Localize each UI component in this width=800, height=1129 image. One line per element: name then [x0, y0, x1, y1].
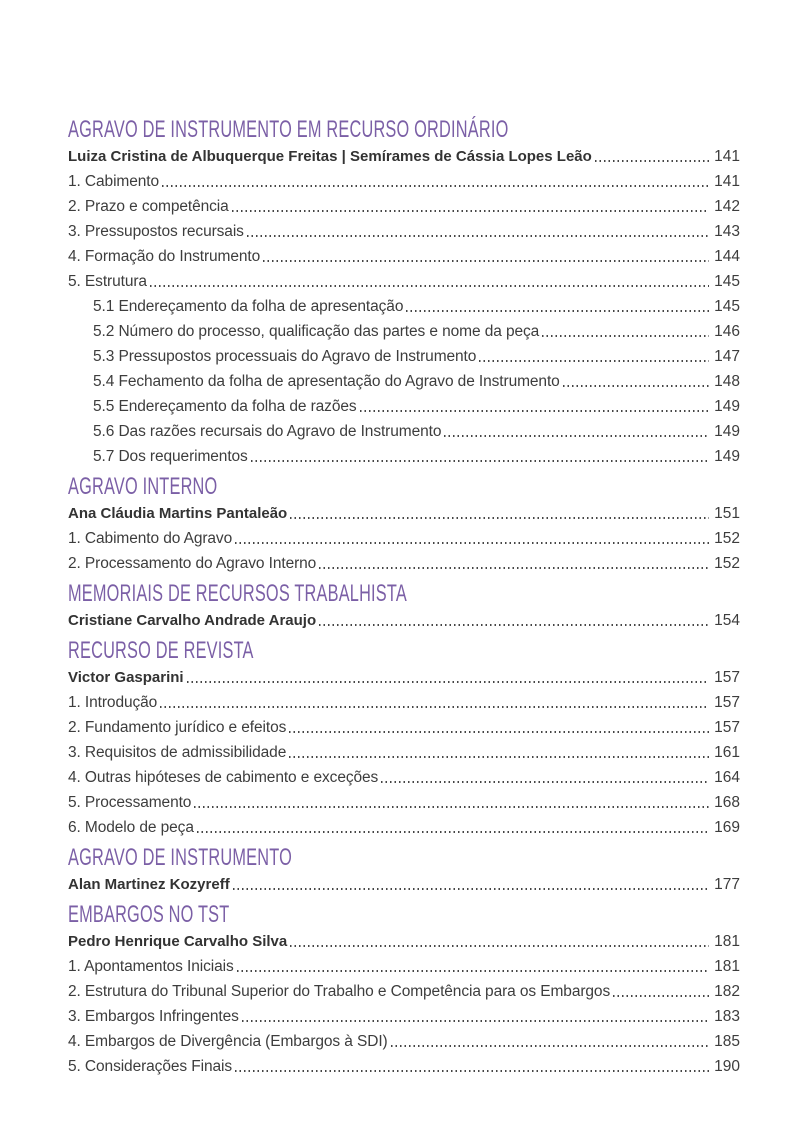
dot-leader — [235, 542, 709, 544]
toc-item-row — [68, 688, 740, 713]
toc-item-page-number: 168 — [714, 794, 740, 811]
toc-item-label: 4. Outras hipóteses de cabimento e exceções — [68, 769, 379, 786]
toc-item-row — [68, 242, 740, 267]
toc-author-page-number: 151 — [714, 505, 740, 522]
toc-item-page-number: 145 — [714, 298, 740, 315]
toc-author-row — [68, 870, 740, 895]
toc-item-page-number: 152 — [714, 555, 740, 572]
toc-item-row — [68, 1027, 740, 1052]
toc-item-row — [68, 1052, 740, 1077]
toc-author-row — [68, 606, 740, 631]
toc-item-row — [68, 549, 740, 574]
toc-section — [68, 580, 740, 631]
toc-section — [68, 637, 740, 838]
toc-item-label: 1. Introdução — [68, 694, 158, 711]
toc-item-row — [68, 738, 740, 763]
section-heading-text: AGRAVO INTERNO — [68, 473, 218, 500]
toc-item-row — [68, 713, 740, 738]
toc-author-page-number: 154 — [714, 612, 740, 629]
section-heading-text: RECURSO DE REVISTA — [68, 637, 254, 664]
toc-item-page-number: 142 — [714, 198, 740, 215]
toc-item-row — [68, 977, 740, 1002]
table-of-contents — [68, 116, 740, 1077]
section-heading-text: AGRAVO DE INSTRUMENTO — [68, 844, 293, 871]
toc-item-label: 5.1 Endereçamento da folha de apresentação — [93, 298, 404, 315]
toc-item-row — [68, 1002, 740, 1027]
toc-item-row — [68, 442, 740, 467]
toc-author-label: Victor Gasparini — [68, 669, 184, 686]
dot-leader — [233, 888, 709, 890]
toc-author-label: Alan Martinez Kozyreff — [68, 876, 230, 893]
dot-leader — [251, 460, 709, 462]
toc-author-page-number: 141 — [714, 148, 740, 165]
dot-leader — [162, 185, 709, 187]
toc-item-page-number: 185 — [714, 1033, 740, 1050]
dot-leader — [247, 235, 709, 237]
section-heading — [68, 580, 740, 605]
toc-item-label: 4. Embargos de Divergência (Embargos à SDI) — [68, 1033, 388, 1050]
toc-item-label: 5.5 Endereçamento da folha de razões — [93, 398, 357, 415]
toc-item-row — [68, 167, 740, 192]
dot-leader — [319, 567, 709, 569]
toc-item-label: 3. Embargos Infringentes — [68, 1008, 239, 1025]
toc-item-label: 5.4 Fechamento da folha de apresentação do Agravo de Instrumento — [93, 373, 560, 390]
dot-leader — [289, 731, 709, 733]
toc-item-page-number: 148 — [714, 373, 740, 390]
section-heading-text: AGRAVO DE INSTRUMENTO EM RECURSO ORDINÁRIO — [68, 116, 509, 143]
toc-author-row — [68, 499, 740, 524]
toc-item-page-number: 145 — [714, 273, 740, 290]
dot-leader — [595, 160, 709, 162]
toc-author-page-number: 157 — [714, 669, 740, 686]
toc-item-page-number: 144 — [714, 248, 740, 265]
toc-item-page-number: 149 — [714, 423, 740, 440]
toc-item-label: 2. Processamento do Agravo Interno — [68, 555, 317, 572]
toc-item-label: 2. Fundamento jurídico e efeitos — [68, 719, 287, 736]
toc-item-page-number: 141 — [714, 173, 740, 190]
toc-item-label: 1. Cabimento — [68, 173, 159, 190]
toc-item-page-number: 157 — [714, 719, 740, 736]
toc-item-page-number: 149 — [714, 398, 740, 415]
toc-author-row — [68, 663, 740, 688]
dot-leader — [160, 706, 709, 708]
toc-item-page-number: 147 — [714, 348, 740, 365]
toc-item-label: 3. Requisitos de admissibilidade — [68, 744, 287, 761]
dot-leader — [290, 945, 709, 947]
dot-leader — [319, 624, 709, 626]
dot-leader — [194, 806, 709, 808]
toc-item-label: 5.2 Número do processo, qualificação das partes e nome da peça — [93, 323, 540, 340]
toc-item-row — [68, 524, 740, 549]
toc-section — [68, 844, 740, 895]
section-heading — [68, 116, 740, 141]
section-heading-text: EMBARGOS NO TST — [68, 901, 230, 928]
toc-item-page-number: 146 — [714, 323, 740, 340]
toc-item-row — [68, 217, 740, 242]
toc-item-row — [68, 192, 740, 217]
toc-item-label: 5. Processamento — [68, 794, 192, 811]
toc-author-label: Pedro Henrique Carvalho Silva — [68, 933, 288, 950]
toc-item-page-number: 182 — [714, 983, 740, 1000]
dot-leader — [479, 360, 709, 362]
dot-leader — [235, 1070, 709, 1072]
toc-author-page-number: 181 — [714, 933, 740, 950]
toc-item-label: 1. Apontamentos Iniciais — [68, 958, 234, 975]
toc-item-page-number: 169 — [714, 819, 740, 836]
toc-item-row — [68, 342, 740, 367]
section-heading — [68, 901, 740, 926]
toc-item-label: 5. Considerações Finais — [68, 1058, 232, 1075]
dot-leader — [391, 1045, 710, 1047]
toc-item-label: 5. Estrutura — [68, 273, 147, 290]
section-heading — [68, 473, 740, 498]
toc-item-page-number: 183 — [714, 1008, 740, 1025]
toc-item-row — [68, 417, 740, 442]
toc-item-page-number: 164 — [714, 769, 740, 786]
dot-leader — [613, 995, 709, 997]
toc-item-page-number: 157 — [714, 694, 740, 711]
dot-leader — [187, 681, 710, 683]
toc-item-row — [68, 813, 740, 838]
section-heading — [68, 844, 740, 869]
toc-item-row — [68, 317, 740, 342]
dot-leader — [290, 517, 709, 519]
toc-item-label: 5.7 Dos requerimentos — [93, 448, 248, 465]
toc-item-row — [68, 392, 740, 417]
toc-section — [68, 901, 740, 1077]
toc-item-row — [68, 952, 740, 977]
dot-leader — [563, 385, 709, 387]
toc-item-row — [68, 367, 740, 392]
section-heading-text: MEMORIAIS DE RECURSOS TRABALHISTA — [68, 580, 407, 607]
dot-leader — [381, 781, 709, 783]
dot-leader — [197, 831, 709, 833]
dot-leader — [150, 285, 709, 287]
toc-author-row — [68, 927, 740, 952]
toc-item-page-number: 149 — [714, 448, 740, 465]
toc-item-label: 1. Cabimento do Agravo — [68, 530, 233, 547]
dot-leader — [263, 260, 709, 262]
toc-item-label: 3. Pressupostos recursais — [68, 223, 244, 240]
dot-leader — [360, 410, 710, 412]
toc-item-page-number: 161 — [714, 744, 740, 761]
dot-leader — [406, 310, 709, 312]
toc-item-row — [68, 788, 740, 813]
toc-item-label: 4. Formação do Instrumento — [68, 248, 261, 265]
toc-item-label: 6. Modelo de peça — [68, 819, 194, 836]
toc-author-row — [68, 142, 740, 167]
toc-author-label: Ana Cláudia Martins Pantaleão — [68, 505, 288, 522]
dot-leader — [242, 1020, 709, 1022]
toc-item-page-number: 152 — [714, 530, 740, 547]
toc-author-label: Luiza Cristina de Albuquerque Freitas | Semírames de Cássia Lopes Leão — [68, 148, 592, 165]
toc-item-page-number: 181 — [714, 958, 740, 975]
section-heading — [68, 637, 740, 662]
toc-item-row — [68, 763, 740, 788]
toc-section — [68, 116, 740, 467]
toc-author-page-number: 177 — [714, 876, 740, 893]
toc-section — [68, 473, 740, 574]
dot-leader — [444, 435, 709, 437]
toc-item-page-number: 143 — [714, 223, 740, 240]
toc-item-label: 2. Prazo e competência — [68, 198, 229, 215]
toc-item-row — [68, 267, 740, 292]
dot-leader — [289, 756, 709, 758]
toc-item-label: 2. Estrutura do Tribunal Superior do Trabalho e Competência para os Embargos — [68, 983, 611, 1000]
toc-item-page-number: 190 — [714, 1058, 740, 1075]
dot-leader — [232, 210, 709, 212]
dot-leader — [237, 970, 710, 972]
toc-author-label: Cristiane Carvalho Andrade Araujo — [68, 612, 317, 629]
toc-item-label: 5.6 Das razões recursais do Agravo de Instrumento — [93, 423, 442, 440]
toc-item-label: 5.3 Pressupostos processuais do Agravo de Instrumento — [93, 348, 477, 365]
toc-item-row — [68, 292, 740, 317]
dot-leader — [542, 335, 709, 337]
